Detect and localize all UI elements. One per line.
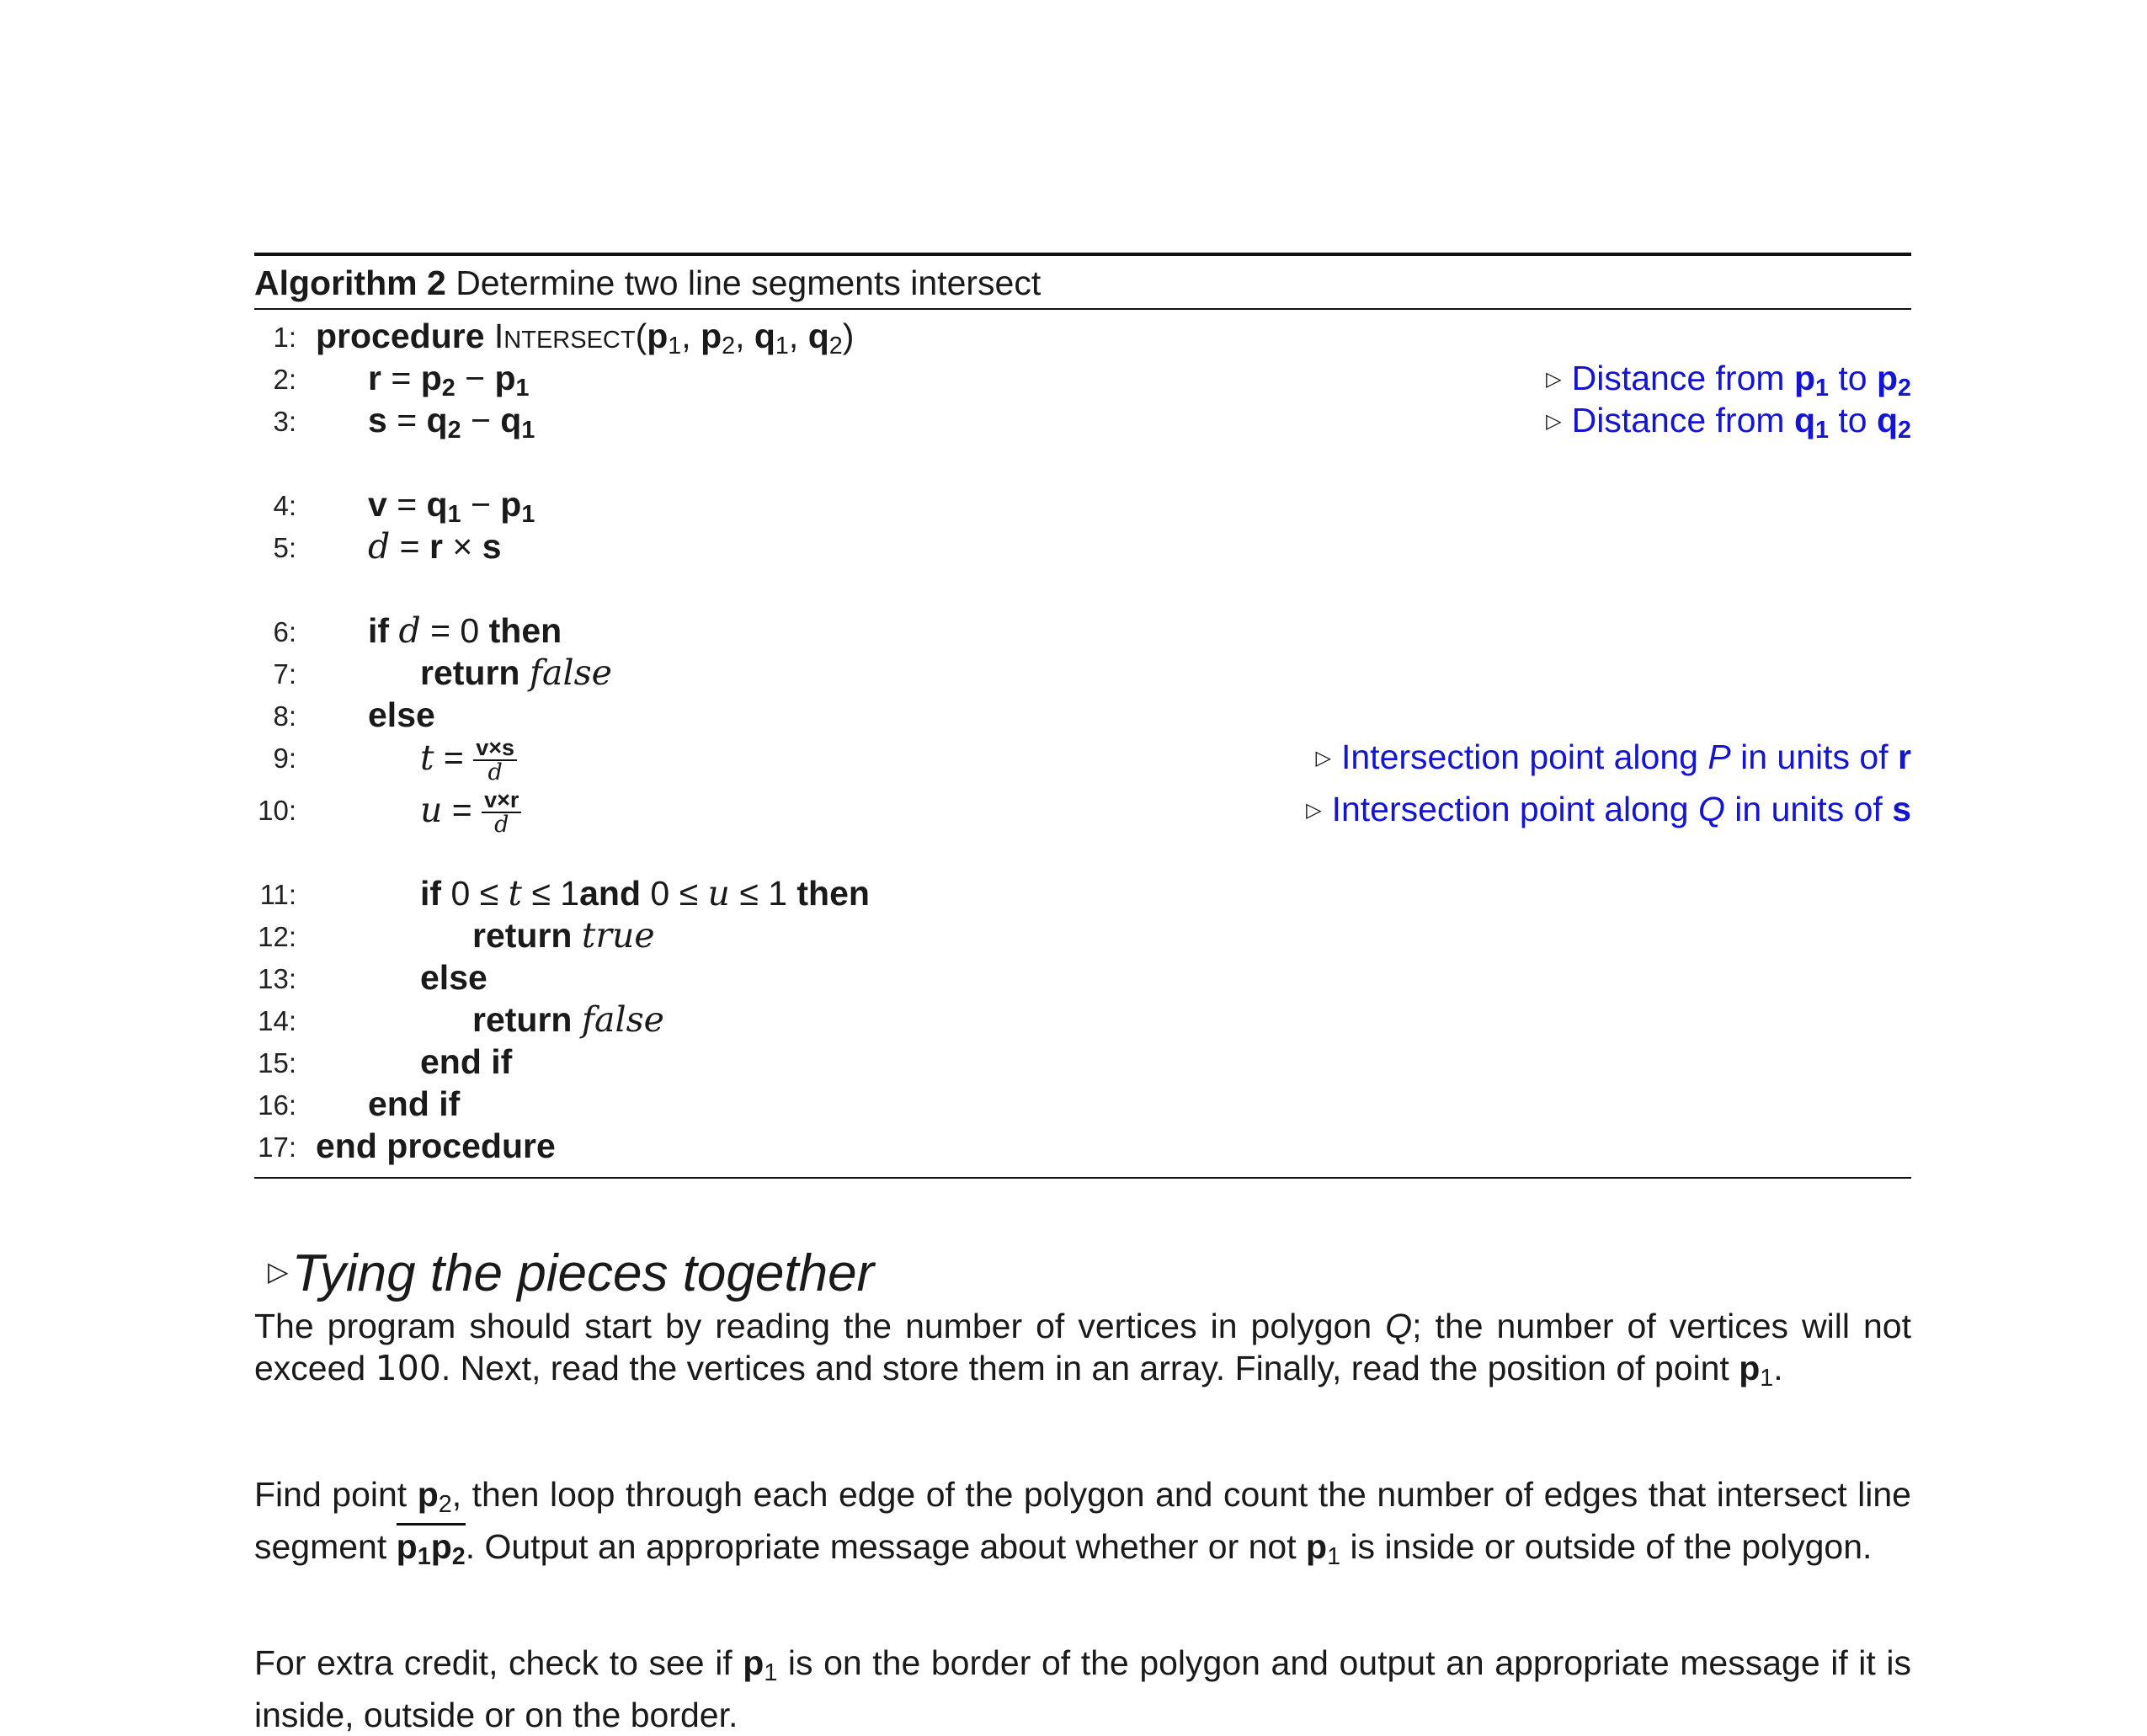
triangle-icon: ▷ <box>1315 747 1331 769</box>
code-line-13 <box>254 956 1911 998</box>
comment: ▷ Distance from $q_1$ to $q_2$ <box>1546 401 1911 445</box>
line-number: 13: <box>258 963 296 994</box>
code-text: else <box>368 695 435 734</box>
code-text: $v = q_1 - p_1$ <box>368 485 535 529</box>
section-title: Tying the pieces together <box>291 1244 875 1302</box>
line-number: 7: <box>273 658 296 690</box>
code-line-15 <box>254 1041 1911 1083</box>
code-text: return false <box>472 999 664 1040</box>
procedure-name: Intersect <box>493 317 636 355</box>
comment: ▷ Distance from $p_1$ to $p_2$ <box>1546 359 1911 402</box>
code-text: end if <box>420 1042 513 1081</box>
bottom-rule <box>254 1177 1911 1179</box>
line-number: 16: <box>258 1089 296 1121</box>
code-line-2 <box>254 357 1911 402</box>
section-heading <box>268 1238 874 1307</box>
code-line-17 <box>254 1125 1911 1167</box>
comment: ▷ Intersection point along P in units of r <box>1316 736 1911 780</box>
code-text: $r = p_2 - p_1$ <box>368 359 530 402</box>
code-text: if d = 0 then <box>368 610 562 651</box>
code-text: $s = q_2 - q_1$ <box>368 401 535 445</box>
paragraph-3: For extra credit, check to see if $p_1$ is on the border of the polygon and output an appropriate message if it is inside, outside or on the border. <box>254 1643 1911 1735</box>
code-line-6 <box>254 610 1911 652</box>
line-number: 14: <box>258 1005 296 1036</box>
comment: ▷ Intersection point along Q in units of s <box>1306 788 1911 832</box>
code-line-1 <box>254 315 1911 360</box>
code-line-9 <box>254 735 1911 785</box>
code-line-11 <box>254 872 1911 914</box>
algorithm-block <box>254 253 1911 1179</box>
line-number: 15: <box>258 1047 296 1078</box>
algorithm-lines <box>254 310 1911 1177</box>
code-text: d = r × s <box>368 526 502 567</box>
triangle-icon: ▷ <box>1546 368 1562 391</box>
line-number: 11: <box>259 879 296 910</box>
algorithm-caption <box>254 256 1911 308</box>
line-number: 8: <box>273 700 296 732</box>
algorithm-title: Determine two line segments intersect <box>456 264 1042 302</box>
code-line-8 <box>254 694 1911 736</box>
segment-p1p2: $p_1p_2$ <box>397 1523 466 1566</box>
code-text: end if <box>368 1084 461 1123</box>
triangle-icon: ▷ <box>1306 799 1322 822</box>
code-line-3 <box>254 399 1911 445</box>
code-text: return true <box>472 915 655 956</box>
code-text: u = $\frac{v\times r}{d}$ <box>420 788 521 837</box>
code-line-4 <box>254 483 1911 529</box>
code-text: procedure $Intersect(p_1$, $p_2$, $q_1$, $q_2$) <box>316 317 855 360</box>
code-line-12 <box>254 914 1911 956</box>
paragraph-1: The program should start by reading the number of vertices in polygon Q; the number of vertices will not exceed 100. Next, read the vertices and store them in an array. Finally, read the position of point $p_1$. <box>254 1307 1911 1393</box>
algorithm-label: Algorithm 2 <box>254 264 446 302</box>
code-line-16 <box>254 1083 1911 1125</box>
line-number: 9: <box>273 743 296 774</box>
line-number: 1: <box>273 322 296 353</box>
paragraph-2: Find point $p_2$, then loop through each edge of the polygon and count the number of edges that intersect line segment $p_1p_2$. Output an appropriate message about whether or not $p_1$ is inside or outside of the polygon. <box>254 1475 1911 1571</box>
code-text: return false <box>420 652 612 693</box>
line-number: 6: <box>273 616 296 647</box>
code-text: t = $\frac{v\times s}{d}$ <box>420 736 517 785</box>
procedure-keyword: procedure <box>316 317 485 355</box>
code-line-5 <box>254 525 1911 567</box>
triangle-icon: ▷ <box>1546 410 1562 433</box>
code-line-7 <box>254 652 1911 694</box>
code-text: else <box>420 958 487 997</box>
line-number: 5: <box>273 532 296 563</box>
line-number: 3: <box>273 406 296 437</box>
line-number: 10: <box>258 795 296 826</box>
code-text: if 0 ≤ t ≤ 1and 0 ≤ u ≤ 1 then <box>420 873 870 913</box>
triangle-icon: ▷ <box>268 1256 289 1286</box>
code-text: end procedure <box>316 1126 556 1165</box>
line-number: 12: <box>258 921 296 952</box>
code-line-10 <box>254 787 1911 838</box>
code-line-14 <box>254 998 1911 1041</box>
line-number: 17: <box>258 1132 296 1163</box>
line-number: 4: <box>273 490 296 521</box>
line-number: 2: <box>273 364 296 395</box>
